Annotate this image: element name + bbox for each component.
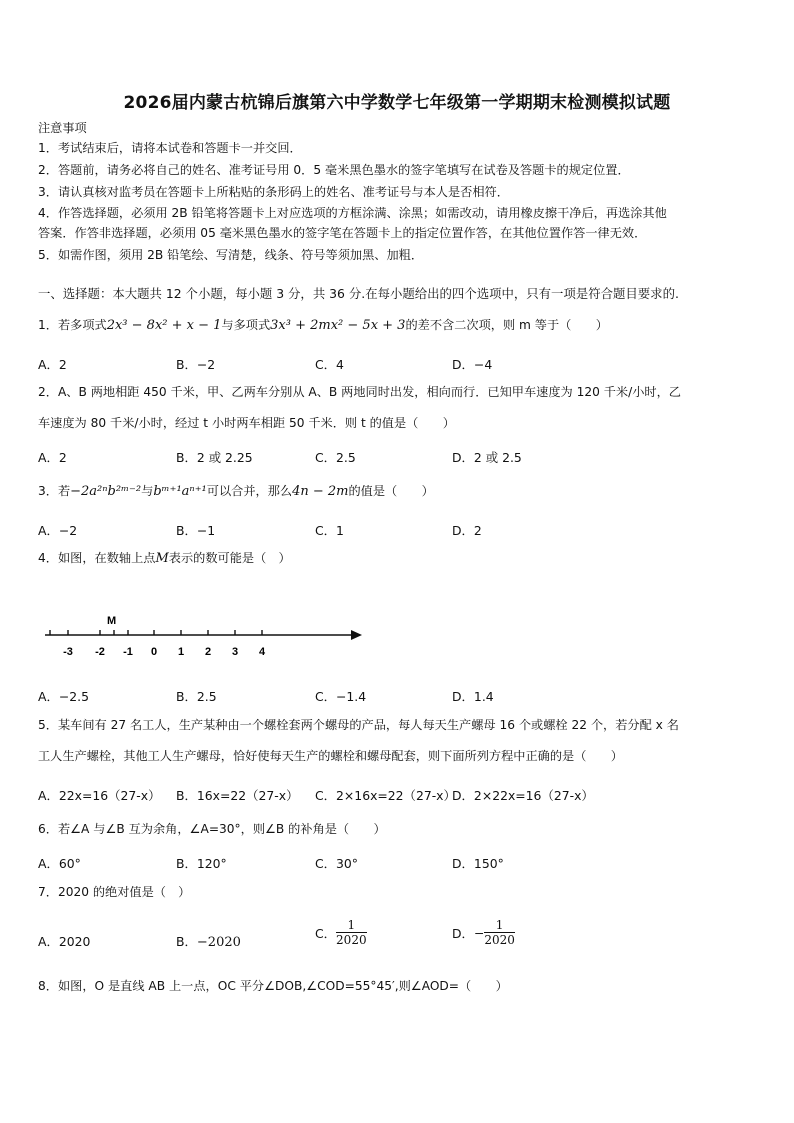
q3-option-c[interactable]: C．1 <box>315 523 344 538</box>
point-m-label: M <box>107 615 117 627</box>
question-1 <box>38 318 608 334</box>
q4-option-c[interactable]: C．−1.4 <box>315 689 367 704</box>
q3-option-b[interactable]: B．−1 <box>176 523 216 538</box>
q7-option-a[interactable]: A．2020 <box>38 934 91 949</box>
q7-option-d-sign: − <box>473 925 485 941</box>
number-line-tick-label: -3 <box>63 646 73 658</box>
notice-heading: 注意事项 <box>38 121 87 135</box>
q2-option-a[interactable]: A．2 <box>38 450 67 465</box>
page-title: 2026届内蒙古杭锦后旗第六中学数学七年级第一学期期末检测模拟试题 <box>123 93 671 113</box>
question-2-line2: 车速度为 80 千米/小时，经过 t 小时两车相距 50 千米．则 t 的值是（ ） <box>38 416 455 430</box>
q7-d-denominator: 2020 <box>484 933 515 947</box>
q4-option-d[interactable]: D．1.4 <box>452 689 494 704</box>
number-line-tick-label: 1 <box>177 646 185 658</box>
number-line-tick-label: 3 <box>231 646 239 658</box>
section-heading: 一、选择题：本大题共 12 个小题，每小题 3 分，共 36 分.在每小题给出的四个选项中，只有一项是符合题目要求的. <box>38 286 679 301</box>
q7-option-c-fraction <box>336 918 367 948</box>
question-2-line1: 2．A、B 两地相距 450 千米，甲、乙两车分别从 A、B 两地同时出发，相向而行．已知甲车速度为 120 千米/小时，乙 <box>38 385 681 399</box>
question-7: 7．2020 的绝对值是（ ） <box>38 885 191 899</box>
question-8: 8．如图，O 是直线 AB 上一点，OC 平分∠DOB,∠COD=55°45′,则∠AOD=（ ） <box>38 979 508 993</box>
q1-option-c[interactable]: C．4 <box>315 357 344 372</box>
notice-item-3: 3．请认真核对监考员在答题卡上所粘贴的条形码上的姓名、准考证号与本人是否相符． <box>38 185 509 199</box>
question-3 <box>38 484 434 500</box>
q3-term2: bᵐ⁺¹aⁿ⁺¹ <box>153 484 207 499</box>
q3-prefix: 3．若 <box>38 484 71 498</box>
q3-expr: 4n − 2m <box>292 484 349 499</box>
q2-option-d[interactable]: D．2 或 2.5 <box>452 450 522 465</box>
number-line-tick-label: 2 <box>204 646 212 658</box>
number-line-arrow <box>351 630 362 640</box>
q3-mid2: 可以合并，那么 <box>206 484 293 498</box>
q1-option-a[interactable]: A．2 <box>38 357 67 372</box>
q7-option-b-value: −2020 <box>196 935 241 950</box>
q2-option-b[interactable]: B．2 或 2.25 <box>176 450 253 465</box>
q7-option-c[interactable] <box>315 918 367 948</box>
q1-suffix: 的差不含二次项，则 m 等于（ ） <box>405 318 608 332</box>
q6-option-d[interactable]: D．150° <box>452 856 504 871</box>
notice-item-4: 4．作答选择题，必须用 2B 铅笔将答题卡上对应选项的方框涂满、涂黑；如需改动，请用橡皮擦干净后，再选涂其他 <box>38 206 667 220</box>
notice-item-2: 2．答题前，请务必将自己的姓名、准考证号用 0．5 毫米黑色墨水的签字笔填写在试卷及答题卡的规定位置． <box>38 163 630 177</box>
q1-option-d[interactable]: D．−4 <box>452 357 493 372</box>
q7-option-d-label: D． <box>452 926 474 941</box>
q5-option-d[interactable]: D．2×22x=16（27-x） <box>452 788 594 803</box>
q4-suffix: 表示的数可能是（ ） <box>168 551 291 565</box>
q2-option-c[interactable]: C．2.5 <box>315 450 356 465</box>
q5-option-b[interactable]: B．16x=22（27-x） <box>176 788 299 803</box>
q7-option-c-label: C． <box>315 926 337 941</box>
q7-c-denominator: 2020 <box>336 933 367 947</box>
q3-suffix: 的值是（ ） <box>348 484 434 498</box>
q4-option-a[interactable]: A．−2.5 <box>38 689 89 704</box>
notice-item-4-cont: 答案．作答非选择题，必须用 05 毫米黑色墨水的签字笔在答题卡上的指定位置作答，在其他位置作答一律无效． <box>38 226 647 240</box>
q3-term1: −2a²ⁿb²ᵐ⁻² <box>70 484 142 499</box>
q4-option-b[interactable]: B．2.5 <box>176 689 217 704</box>
number-line-tick-label: 0 <box>150 646 158 658</box>
question-5-line1: 5．某车间有 27 名工人，生产某种由一个螺栓套两个螺母的产品，每人每天生产螺母 16 个或螺栓 22 个，若分配 x 名 <box>38 718 679 732</box>
q6-option-b[interactable]: B．120° <box>176 856 227 871</box>
question-6: 6．若∠A 与∠B 互为余角，∠A=30°，则∠B 的补角是（ ） <box>38 822 386 836</box>
q6-option-a[interactable]: A．60° <box>38 856 81 871</box>
number-line-tick-label: -2 <box>95 646 105 658</box>
question-4 <box>38 551 291 567</box>
number-line-tick-label: 4 <box>258 646 266 658</box>
notice-item-1: 1．考试结束后，请将本试卷和答题卡一并交回． <box>38 141 302 155</box>
q7-option-d[interactable] <box>452 918 515 948</box>
number-line-figure <box>40 610 370 662</box>
q7-option-b[interactable] <box>176 932 241 950</box>
q1-option-b[interactable]: B．−2 <box>176 357 216 372</box>
q3-option-d[interactable]: D．2 <box>452 523 482 538</box>
question-5-line2: 工人生产螺栓，其他工人生产螺母，恰好使每天生产的螺栓和螺母配套，则下面所列方程中正确的是（ ） <box>38 749 623 763</box>
q5-option-a[interactable]: A．22x=16（27-x） <box>38 788 161 803</box>
q3-mid: 与 <box>141 484 154 498</box>
notice-item-5: 5．如需作图，须用 2B 铅笔绘、写清楚，线条、符号等须加黑、加粗． <box>38 248 424 262</box>
q1-prefix: 1．若多项式 <box>38 318 107 332</box>
q6-option-c[interactable]: C．30° <box>315 856 359 871</box>
q1-mid: 与多项式 <box>221 318 271 332</box>
q1-poly1: 2x³ − 8x² + x − 1 <box>106 318 222 333</box>
q7-option-b-label: B． <box>176 934 197 949</box>
number-line-tick-label: -1 <box>123 646 133 658</box>
q7-c-numerator: 1 <box>336 918 367 933</box>
q5-option-c[interactable]: C．2×16x=22（27-x） <box>315 788 456 803</box>
q3-option-a[interactable]: A．−2 <box>38 523 78 538</box>
q7-option-d-fraction <box>484 918 515 948</box>
q7-d-numerator: 1 <box>484 918 515 933</box>
q4-point: M <box>155 551 169 566</box>
q4-prefix: 4．如图，在数轴上点 <box>38 551 156 565</box>
q1-poly2: 3x³ + 2mx² − 5x + 3 <box>270 318 406 333</box>
